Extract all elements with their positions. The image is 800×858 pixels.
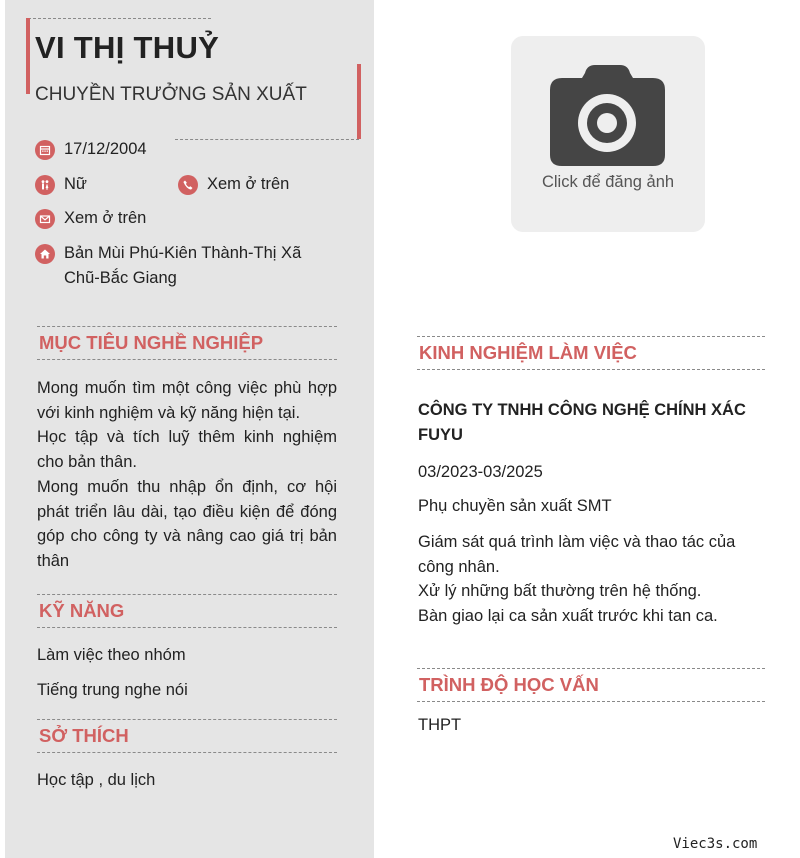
duty-line: Giám sát quá trình làm việc và thao tác của công nhân.	[418, 533, 736, 576]
accent-bar	[357, 64, 361, 139]
birthday-row	[35, 140, 147, 160]
duty-line: Bàn giao lại ca sản xuất trước khi tan ca.	[418, 607, 718, 626]
skill-item[interactable]: Tiếng trung nghe nói	[37, 681, 188, 699]
hobbies-text[interactable]: Học tập , du lịch	[37, 771, 156, 789]
home-icon	[35, 244, 55, 264]
experience-heading: KINH NGHIỆM LÀM VIỆC	[417, 336, 765, 370]
accent-bar	[26, 18, 30, 94]
gender-value[interactable]: Nữ	[64, 175, 87, 193]
email-icon	[35, 209, 55, 229]
address-row	[35, 244, 325, 291]
decorative-divider	[28, 18, 211, 19]
job-role[interactable]: Phụ chuyền sản xuất SMT	[418, 497, 612, 515]
birthday-value[interactable]: 17/12/2004	[64, 140, 147, 158]
phone-row	[178, 175, 289, 195]
camera-icon	[549, 65, 666, 167]
phone-value[interactable]: Xem ở trên	[207, 175, 290, 193]
brand-watermark: Viec3s.com	[673, 836, 758, 852]
photo-upload[interactable]	[511, 36, 705, 232]
email-row	[35, 209, 146, 229]
decorative-divider	[175, 139, 359, 140]
phone-icon	[178, 175, 198, 195]
work-period[interactable]: 03/2023-03/2025	[418, 463, 543, 481]
gender-icon	[35, 175, 55, 195]
education-text[interactable]: THPT	[418, 716, 462, 734]
job-duties[interactable]	[418, 530, 768, 629]
calendar-icon	[35, 140, 55, 160]
address-value[interactable]: Bản Mùi Phú-Kiên Thành-Thị Xã Chũ-Bắc Giang	[64, 244, 302, 287]
education-heading: TRÌNH ĐỘ HỌC VẤN	[417, 668, 765, 702]
email-value[interactable]: Xem ở trên	[64, 209, 147, 227]
photo-upload-label: Click để đăng ảnh	[541, 173, 675, 191]
company-name[interactable]: CÔNG TY TNHH CÔNG NGHỆ CHÍNH XÁC FUYU	[418, 401, 746, 444]
objective-line: Mong muốn thu nhập ổn định, cơ hội phát triển lâu dài, tạo điều kiện để đóng góp cho công ty và nâng cao giá trị bản thân	[37, 477, 337, 570]
duty-line: Xử lý những bất thường trên hệ thống.	[418, 582, 702, 601]
gender-row	[35, 175, 87, 195]
objective-line: Mong muốn tìm một công việc phù hợp với kinh nghiệm và kỹ năng hiện tại.	[37, 379, 337, 422]
skills-heading: KỸ NĂNG	[37, 594, 337, 628]
objective-line: Học tập và tích luỹ thêm kinh nghiệm cho bản thân.	[37, 428, 337, 472]
candidate-name[interactable]: VI THỊ THUỶ	[35, 30, 220, 65]
skill-item[interactable]: Làm việc theo nhóm	[37, 646, 186, 664]
candidate-position[interactable]: CHUYỀN TRƯỞNG SẢN XUẤT	[35, 84, 307, 105]
objective-text[interactable]	[37, 376, 337, 574]
hobbies-heading: SỞ THÍCH	[37, 719, 337, 753]
objective-heading: MỤC TIÊU NGHỀ NGHIỆP	[37, 326, 337, 360]
